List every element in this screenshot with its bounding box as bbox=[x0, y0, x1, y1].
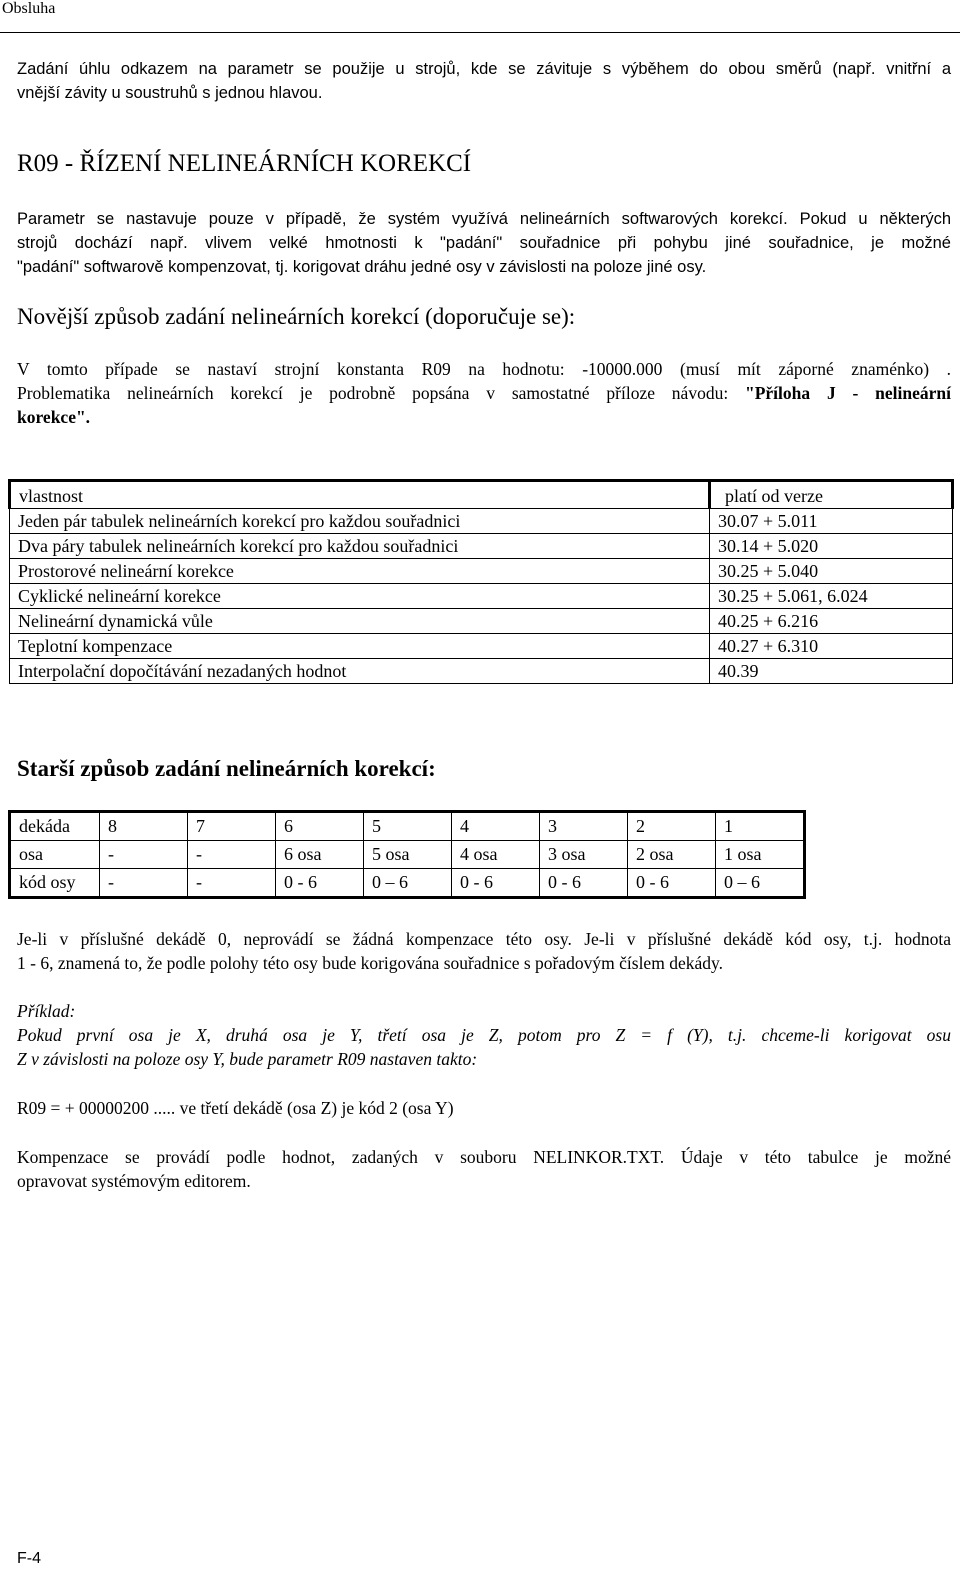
newer-paragraph bbox=[17, 357, 951, 429]
decade-table bbox=[8, 810, 806, 899]
r09-line: Parametr se nastavuje pouze v případě, že systém využívá nelineárních softwarových korekcí. Pokud u některých bbox=[17, 210, 951, 228]
table-row bbox=[10, 584, 953, 609]
example-line: Pokud první osa je X, druhá osa je Y, třetí osa je Z, potom pro Z = f (Y), t.j. chceme-li korigovat osu bbox=[17, 1025, 951, 1045]
decade-row bbox=[10, 812, 805, 841]
example-line: Z v závislosti na poloze osy Y, bude parametr R09 nastaven takto: bbox=[17, 1049, 478, 1069]
decade-cell: 4 bbox=[452, 812, 540, 841]
axis-row bbox=[10, 841, 805, 869]
page-header bbox=[0, 0, 960, 33]
section-title-r09: R09 - ŘÍZENÍ NELINEÁRNÍCH KOREKCÍ bbox=[17, 150, 472, 177]
version-cell: 40.39 bbox=[710, 659, 953, 684]
table-row bbox=[10, 534, 953, 559]
intro-line: Zadání úhlu odkazem na parametr se použije u strojů, kde se závituje s výběhem do obou směrů (např. vnitřní a bbox=[17, 60, 951, 78]
decade-cell: 7 bbox=[188, 812, 276, 841]
newer-method-title: Novější způsob zadání nelineárních korekcí (doporučuje se): bbox=[17, 304, 576, 329]
decade-cell: 1 bbox=[716, 812, 805, 841]
version-cell: 30.25 + 5.040 bbox=[710, 559, 953, 584]
newer-line bbox=[17, 381, 951, 405]
table-row bbox=[10, 509, 953, 534]
r09-line: "padání" softwarově kompenzovat, tj. korigovat dráhu jedné osy v závislosti na poloze jiné osy. bbox=[17, 258, 707, 276]
axis-cell: - bbox=[188, 841, 276, 869]
axis-code-cell: 0 – 6 bbox=[364, 869, 452, 898]
features-header-version: platí od verze bbox=[710, 481, 953, 509]
axis-code-row bbox=[10, 869, 805, 898]
features-header-property: vlastnost bbox=[10, 481, 710, 509]
appendix-reference-end: korekce". bbox=[17, 407, 91, 427]
axis-cell: 3 osa bbox=[540, 841, 628, 869]
decade-label: dekáda bbox=[10, 812, 100, 841]
feature-cell: Teplotní kompenzace bbox=[10, 634, 710, 659]
table-row bbox=[10, 659, 953, 684]
axis-code-cell: 0 - 6 bbox=[452, 869, 540, 898]
explanation-line: Je-li v příslušné dekádě 0, neprovádí se žádná kompenzace této osy. Je-li v příslušné dekádě kód osy, t.j. hodnota bbox=[17, 929, 951, 949]
decade-cell: 2 bbox=[628, 812, 716, 841]
intro-line: vnější závity u soustruhů s jednou hlavou. bbox=[17, 84, 323, 102]
features-header-row bbox=[10, 481, 953, 509]
older-method-title: Starší způsob zadání nelineárních korekcí: bbox=[17, 756, 436, 781]
axis-cell: 1 osa bbox=[716, 841, 805, 869]
axis-code-cell: 0 - 6 bbox=[276, 869, 364, 898]
feature-cell: Dva páry tabulek nelineárních korekcí pro každou souřadnici bbox=[10, 534, 710, 559]
features-table bbox=[8, 479, 954, 684]
version-cell: 40.27 + 6.310 bbox=[710, 634, 953, 659]
axis-code-cell: 0 - 6 bbox=[540, 869, 628, 898]
version-cell: 30.07 + 5.011 bbox=[710, 509, 953, 534]
version-cell: 30.14 + 5.020 bbox=[710, 534, 953, 559]
decade-cell: 6 bbox=[276, 812, 364, 841]
axis-code-cell: - bbox=[188, 869, 276, 898]
axis-cell: 5 osa bbox=[364, 841, 452, 869]
decade-cell: 8 bbox=[100, 812, 188, 841]
page-number: F-4 bbox=[17, 1550, 41, 1567]
intro-paragraph bbox=[17, 57, 951, 105]
version-cell: 30.25 + 5.061, 6.024 bbox=[710, 584, 953, 609]
header-title: Obsluha bbox=[2, 0, 56, 17]
closing-line: Kompenzace se provádí podle hodnot, zadaných v souboru NELINKOR.TXT. Údaje v této tabulce je možné bbox=[17, 1147, 951, 1167]
axis-cell: 2 osa bbox=[628, 841, 716, 869]
explanation-paragraph bbox=[17, 927, 951, 975]
closing-paragraph bbox=[17, 1145, 951, 1193]
decade-cell: 5 bbox=[364, 812, 452, 841]
r09-paragraph bbox=[17, 207, 951, 279]
feature-cell: Cyklické nelineární korekce bbox=[10, 584, 710, 609]
axis-label: osa bbox=[10, 841, 100, 869]
feature-cell: Interpolační dopočítávání nezadaných hodnot bbox=[10, 659, 710, 684]
table-row bbox=[10, 559, 953, 584]
axis-code-cell: 0 – 6 bbox=[716, 869, 805, 898]
table-row bbox=[10, 609, 953, 634]
r09-line: strojů dochází např. vlivem velké hmotnosti k "padání" souřadnice při pohybu jiné souřadnice, je možné bbox=[17, 234, 951, 252]
axis-cell: 6 osa bbox=[276, 841, 364, 869]
table-row bbox=[10, 634, 953, 659]
version-cell: 40.25 + 6.216 bbox=[710, 609, 953, 634]
axis-code-label: kód osy bbox=[10, 869, 100, 898]
example-block bbox=[17, 999, 951, 1071]
appendix-reference: "Příloha J - nelineární bbox=[745, 383, 951, 403]
feature-cell: Prostorové nelineární korekce bbox=[10, 559, 710, 584]
closing-line: opravovat systémovým editorem. bbox=[17, 1171, 251, 1191]
explanation-line: 1 - 6, znamená to, že podle polohy této osy bude korigována souřadnice s pořadovým číslem dekády. bbox=[17, 953, 723, 973]
example-code: R09 = + 00000200 ..... ve třetí dekádě (osa Z) je kód 2 (osa Y) bbox=[17, 1098, 454, 1118]
axis-code-cell: - bbox=[100, 869, 188, 898]
feature-cell: Nelineární dynamická vůle bbox=[10, 609, 710, 634]
example-label: Příklad: bbox=[17, 1001, 76, 1021]
decade-cell: 3 bbox=[540, 812, 628, 841]
axis-code-cell: 0 - 6 bbox=[628, 869, 716, 898]
newer-line-text: Problematika nelineárních korekcí je podrobně popsána v samostatné příloze návodu: bbox=[17, 383, 745, 403]
axis-cell: - bbox=[100, 841, 188, 869]
feature-cell: Jeden pár tabulek nelineárních korekcí pro každou souřadnici bbox=[10, 509, 710, 534]
axis-cell: 4 osa bbox=[452, 841, 540, 869]
newer-line: V tomto případe se nastaví strojní konstanta R09 na hodnotu: -10000.000 (musí mít záporné znaménko) . bbox=[17, 359, 951, 379]
